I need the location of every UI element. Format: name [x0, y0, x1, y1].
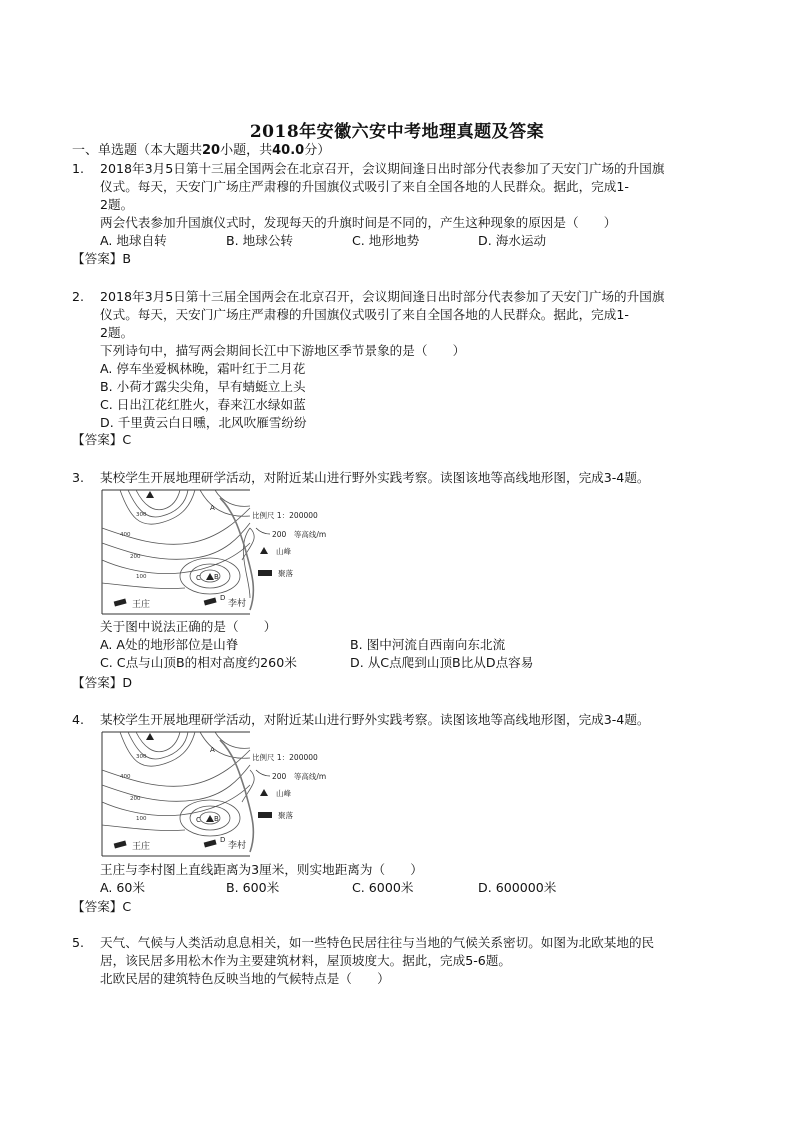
answer-label: 【答案】 — [72, 251, 123, 266]
contour-label-300: 300 — [136, 754, 147, 760]
wangzhuang-settlement-icon — [114, 599, 127, 607]
contour-map — [100, 488, 362, 616]
legend-peak-icon — [260, 547, 268, 554]
answer-label: 【答案】 — [72, 432, 123, 447]
question-3-body — [72, 618, 732, 672]
section-tail: 分） — [304, 143, 331, 158]
option-b: B. 地球公转 — [226, 233, 294, 248]
legend-settlement-icon — [258, 812, 272, 818]
option-a: A. 60米 — [100, 880, 146, 895]
licun-label: 李村 — [228, 599, 247, 609]
option-c: C. C点与山顶B的相对高度约260米 — [100, 655, 297, 670]
stem-line: 天气、气候与人类活动息息相关，如一些特色民居往往与当地的气候关系密切。如图为北欧某地的民 — [100, 935, 655, 950]
stem-line: 2题。 — [100, 197, 134, 212]
legend-peak-icon — [260, 789, 268, 796]
option-c: C. 地形地势 — [352, 233, 420, 248]
option-a: A. A处的地形部位是山脊 — [100, 637, 239, 652]
option-b: B. 小荷才露尖尖角，早有蜻蜓立上头 — [100, 379, 306, 394]
options-row — [100, 232, 732, 250]
stem-question: 下列诗句中，描写两会期间长江中下游地区季节景象的是（ ） — [100, 343, 466, 358]
legend-settlement-text: 聚落 — [278, 569, 293, 578]
option-c: C. 6000米 — [352, 880, 414, 895]
legend-peak-text: 山峰 — [276, 789, 291, 798]
question-1 — [72, 160, 732, 250]
label-b: B — [214, 815, 219, 823]
question-number: 1. — [72, 161, 85, 176]
option-a: A. 停车坐爱枫林晚，霜叶红于二月花 — [100, 361, 306, 376]
contour-label-200: 200 — [130, 796, 141, 802]
options-grid — [100, 636, 732, 672]
licun-settlement-icon — [204, 840, 217, 848]
stem-line: 2题。 — [100, 325, 134, 340]
section-label: 一、单选题（本大题共 — [72, 143, 203, 158]
answer-3 — [72, 674, 132, 692]
option-d: D. 600000米 — [478, 880, 557, 895]
option-b: B. 600米 — [226, 880, 280, 895]
stem-line: 2018年3月5日第十三届全国两会在北京召开，会议期间逢日出时部分代表参加了天安门广场的升国旗 — [100, 289, 665, 304]
scale-text: 比例尺 1：200000 — [252, 753, 318, 762]
section-mid: 小题，共 — [220, 143, 273, 158]
legend-peak-text: 山峰 — [276, 547, 291, 556]
page-title: 2018年安徽六安中考地理真题及答案 — [249, 122, 545, 142]
stem-line: 仪式。每天，天安门广场庄严肃穆的升国旗仪式吸引了来自全国各地的人民群众。据此，完成1- — [100, 179, 629, 194]
label-b: B — [214, 573, 219, 581]
peak-b-icon — [206, 573, 214, 580]
answer-label: 【答案】 — [72, 899, 123, 914]
licun-settlement-icon — [204, 598, 217, 606]
contour-legend-line — [256, 770, 270, 776]
stem-line: 某校学生开展地理研学活动，对附近某山进行野外实践考察。读图该地等高线地形图，完成3-4题。 — [100, 712, 650, 727]
question-5 — [72, 934, 732, 988]
answer-value: D — [122, 675, 133, 690]
label-d: D — [220, 594, 226, 602]
option-d: D. 千里黄云白日曛，北风吹雁雪纷纷 — [100, 415, 307, 430]
contour-map-2 — [100, 730, 362, 858]
peak-a-icon — [146, 733, 154, 740]
contour-lines — [102, 732, 254, 836]
section-score: 40.0 — [272, 143, 305, 158]
label-a: A — [210, 746, 215, 754]
stem-line: 某校学生开展地理研学活动，对附近某山进行野外实践考察。读图该地等高线地形图，完成3-4题。 — [100, 470, 650, 485]
wangzhuang-settlement-icon — [114, 841, 127, 849]
stem-question: 两会代表参加升国旗仪式时，发现每天的升旗时间是不同的，产生这种现象的原因是（ ） — [100, 215, 617, 230]
contour-lines — [102, 490, 254, 598]
answer-value: C — [122, 899, 132, 914]
option-a: A. 地球自转 — [100, 233, 167, 248]
answer-value: C — [122, 432, 132, 447]
label-a: A — [210, 504, 215, 512]
contour-legend-line — [256, 528, 270, 534]
question-number: 2. — [72, 289, 85, 304]
stem-line: 2018年3月5日第十三届全国两会在北京召开，会议期间逢日出时部分代表参加了天安门广场的升国旗 — [100, 161, 665, 176]
label-c: C — [196, 816, 201, 824]
section-count: 20 — [202, 143, 221, 158]
contour-label-100: 100 — [136, 816, 147, 822]
stem-question: 关于图中说法正确的是（ ） — [100, 619, 277, 634]
label-d: D — [220, 836, 226, 844]
wangzhuang-label: 王庄 — [132, 600, 151, 610]
contour-label-200: 200 — [130, 554, 141, 560]
option-b: B. 图中河流自西南向东北流 — [350, 637, 506, 652]
stem-line: 居，该民居多用松木作为主要建筑材料，屋顶坡度大。据此，完成5-6题。 — [100, 953, 511, 968]
option-d: D. 海水运动 — [478, 233, 547, 248]
option-c: C. 日出江花红胜火，春来江水绿如蓝 — [100, 397, 306, 412]
section-header — [72, 142, 330, 160]
stem-line: 仪式。每天，天安门广场庄严肃穆的升国旗仪式吸引了来自全国各地的人民群众。据此，完成1- — [100, 307, 629, 322]
label-c: C — [196, 574, 201, 582]
option-d: D. 从C点爬到山顶B比从D点容易 — [350, 655, 534, 670]
contour-label-300: 300 — [136, 512, 147, 518]
question-3 — [72, 469, 732, 487]
contour-label-400: 400 — [120, 774, 131, 780]
answer-4 — [72, 898, 131, 916]
peak-b-icon — [206, 815, 214, 822]
contour-label-100: 100 — [136, 574, 147, 580]
question-number: 4. — [72, 712, 85, 727]
legend-settlement-icon — [258, 570, 272, 576]
contour-label-400: 400 — [120, 532, 131, 538]
legend-settlement-text: 聚落 — [278, 811, 293, 820]
options-row — [100, 879, 732, 897]
licun-label: 李村 — [228, 841, 247, 851]
answer-label: 【答案】 — [72, 675, 123, 690]
stem-question: 王庄与李村图上直线距离为3厘米，则实地距离为（ ） — [100, 862, 423, 877]
peak-a-icon — [146, 491, 154, 498]
answer-value: B — [122, 251, 132, 266]
question-number: 5. — [72, 935, 85, 950]
question-2 — [72, 288, 732, 432]
question-4-body — [72, 861, 732, 897]
answer-2 — [72, 431, 131, 449]
answer-1 — [72, 250, 131, 268]
stem-question: 北欧民居的建筑特色反映当地的气候特点是（ ） — [100, 971, 390, 986]
scale-text: 比例尺 1：200000 — [252, 511, 318, 520]
wangzhuang-label: 王庄 — [132, 842, 151, 852]
contour-legend-text: 200 等高线/m — [272, 530, 327, 539]
question-number: 3. — [72, 470, 85, 485]
question-4 — [72, 711, 732, 729]
contour-legend-text: 200 等高线/m — [272, 772, 327, 781]
